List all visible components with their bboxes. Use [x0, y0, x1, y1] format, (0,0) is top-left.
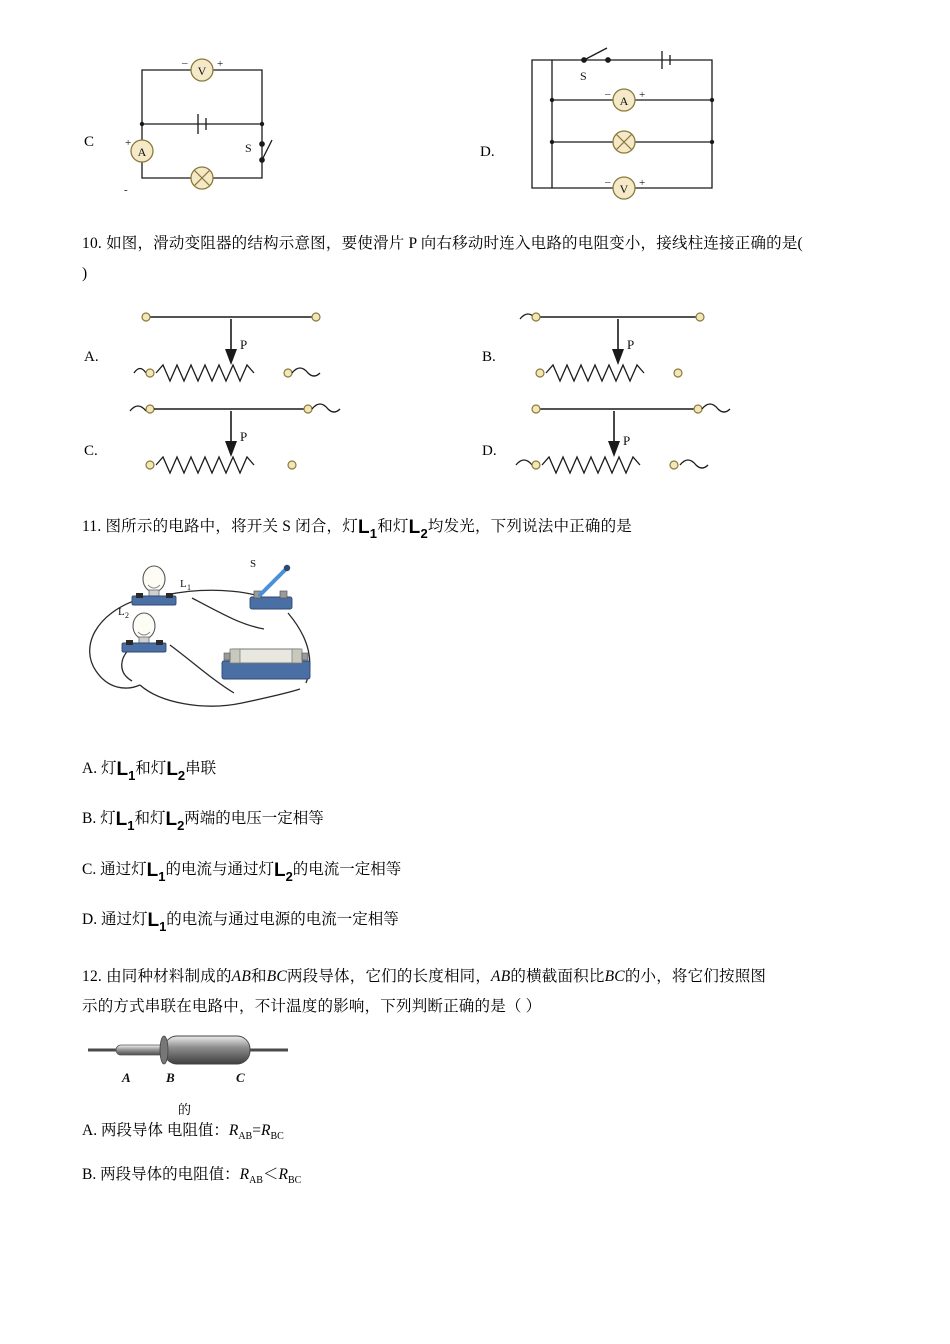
q10-option-b-label: B. [482, 349, 496, 366]
svg-text:C: C [236, 1069, 245, 1085]
lamp-circuit-illustration [74, 553, 404, 733]
q11-option-d [82, 903, 872, 939]
lamp-l2-opt-c: $L_2$ [273, 859, 293, 884]
q10-option-c-label: C. [84, 443, 98, 460]
q12-option-a [82, 1101, 872, 1146]
rheostat-diagram-c [124, 399, 344, 489]
lamp-l1-inline: $L_1$ [357, 517, 378, 542]
svg-text:2: 2 [125, 610, 129, 620]
svg-text:P: P [627, 337, 635, 353]
svg-text:P: P [623, 433, 631, 449]
rheostat-diagram-a [124, 307, 344, 397]
svg-text:V: V [619, 182, 629, 196]
question-12-number: 12. [82, 967, 102, 985]
q12-text-3: 两段导体，它们的长度相同， [286, 967, 492, 985]
q11-option-a-tail: 串联 [185, 759, 217, 777]
question-11 [82, 509, 872, 939]
q12-text-2: 和 [251, 967, 267, 985]
svg-text:–: – [182, 57, 188, 69]
figure-conductor-abc [82, 1030, 872, 1102]
question-10-body: 如图，滑动变阻器的结构示意图，要使滑片 P 向右移动时连入电路的电阻变小，接线柱连接正确的是( [106, 235, 803, 252]
figure-rheostat-options [82, 299, 872, 499]
ammeter-symbol-d [604, 88, 645, 111]
q12-formula-a-r2-sub: BC [270, 1131, 284, 1143]
question-12-line-1 [82, 962, 872, 992]
svg-text:–: – [605, 176, 611, 188]
switch-figure [250, 558, 292, 609]
q12-label-ab-2: AB [491, 967, 511, 985]
q11-option-d-label: D. 通过灯 [82, 911, 148, 929]
q11-option-a [82, 752, 872, 788]
q12-option-a-mid: 电阻值： [166, 1121, 229, 1139]
question-10-text-cont: ) [82, 265, 88, 283]
q12-option-a-label: A. 两段导体 [82, 1121, 163, 1139]
svg-text:-: - [124, 184, 128, 196]
ammeter-symbol-c [124, 137, 153, 196]
question-11-text [82, 509, 872, 546]
q12-formula-a-r2: R [260, 1121, 271, 1139]
q12-formula-b-r2: R [278, 1166, 288, 1184]
lamp-l1-opt-a: $L_1$ [116, 758, 136, 783]
svg-text:S: S [580, 69, 587, 83]
figure-circuits-cd [82, 40, 872, 225]
conductor-abc-illustration [88, 1030, 308, 1096]
page-content [82, 0, 872, 1190]
q12-label-ab: AB [231, 967, 252, 985]
q12-label-bc: BC [266, 967, 287, 985]
svg-text:S: S [250, 557, 257, 570]
rheostat-diagram-d [514, 399, 734, 489]
battery-holder-figure [222, 649, 310, 679]
question-12 [82, 962, 872, 1191]
lamp-l1-opt-d: $L_1$ [147, 910, 167, 934]
svg-text:B: B [166, 1069, 175, 1085]
svg-text:A: A [122, 1069, 131, 1085]
q11-option-c [82, 853, 872, 889]
lamp-symbol-c [191, 167, 213, 189]
q12-formula-b-op: ＜ [262, 1166, 279, 1184]
q12-option-b [82, 1160, 872, 1190]
lamp-l1-opt-c: $L_1$ [146, 859, 166, 884]
svg-text:A: A [619, 94, 629, 108]
lamp-l1-figure [132, 566, 191, 605]
lamp-l2-opt-b: $L_2$ [165, 809, 185, 833]
q11-option-d-tail: 的电流与通过电源的电流一定相等 [166, 911, 399, 929]
svg-text:L: L [180, 577, 187, 590]
q11-option-c-label: C. 通过灯 [82, 860, 147, 878]
q11-option-b-label: B. 灯 [82, 810, 116, 828]
question-11-body-mid: 和灯 [377, 518, 409, 536]
rheostat-diagram-b [514, 307, 734, 397]
lamp-l2-inline: $L_2$ [408, 517, 428, 542]
q11-option-c-mid: 的电流与通过灯 [165, 860, 274, 878]
svg-text:+: + [125, 137, 132, 149]
q10-option-a-label: A. [84, 349, 99, 366]
option-d-label: D. [480, 144, 495, 160]
svg-text:P: P [240, 337, 248, 353]
q12-text-5: 的小，将它们按照图 [624, 967, 767, 985]
svg-text:A: A [137, 145, 147, 159]
q12-text-1: 由同种材料制成的 [106, 967, 232, 985]
svg-text:+: + [639, 177, 646, 189]
q12-formula-a-r1: R [228, 1121, 239, 1139]
q11-option-c-tail: 的电流一定相等 [292, 860, 402, 878]
q10-option-d-label: D. [482, 443, 497, 460]
question-10-text [82, 229, 872, 259]
q12-formula-b-r1-sub: AB [249, 1175, 263, 1187]
q11-option-a-mid: 和灯 [135, 759, 167, 777]
q12-text-4: 的横截面积比 [510, 967, 605, 985]
q11-option-a-label: A. 灯 [82, 759, 117, 777]
circuit-d-diagram [512, 42, 732, 207]
question-10-number: 10. [82, 235, 102, 252]
q12-option-b-label: B. 两段导体的电阻值： [82, 1166, 240, 1184]
question-11-body-before: 图所示的电路中，将开关 S 闭合，灯 [105, 518, 358, 536]
svg-text:S: S [245, 141, 252, 155]
q12-formula-b-r2-sub: BC [287, 1175, 302, 1187]
question-11-body-after: 均发光，下列说法中正确的是 [427, 518, 632, 536]
q11-option-b-mid: 和灯 [134, 810, 166, 828]
voltmeter-symbol-c [181, 57, 223, 81]
q12-formula-a-op: = [252, 1121, 261, 1139]
svg-text:+: + [639, 89, 646, 101]
option-c-label: C [84, 134, 95, 150]
q12-stray-char: 的 [178, 1101, 192, 1117]
q11-option-b [82, 802, 872, 838]
q11-option-b-tail: 两端的电压一定相等 [184, 810, 324, 828]
figure-lamp-circuit-photo [82, 553, 872, 738]
svg-text:+: + [217, 58, 224, 70]
question-11-number: 11. [82, 518, 102, 536]
q12-formula-b-r1: R [239, 1166, 250, 1184]
question-12-line-2: 示的方式串联在电路中，不计温度的影响，下列判断正确的是（ ） [82, 997, 542, 1015]
svg-text:1: 1 [187, 582, 191, 592]
lamp-l1-opt-b: $L_1$ [115, 809, 135, 833]
svg-text:L: L [118, 605, 125, 618]
lamp-l2-opt-a: $L_2$ [166, 758, 186, 783]
question-10 [82, 229, 872, 499]
lamp-symbol-d [613, 131, 635, 153]
voltmeter-symbol-d [604, 176, 645, 199]
svg-text:V: V [197, 64, 207, 78]
q12-label-bc-2: BC [604, 967, 625, 985]
svg-text:–: – [605, 88, 611, 100]
svg-text:P: P [240, 429, 248, 445]
circuit-c-diagram [112, 48, 292, 218]
q12-formula-a-r1-sub: AB [238, 1131, 253, 1143]
lamp-l2-figure [118, 606, 166, 652]
